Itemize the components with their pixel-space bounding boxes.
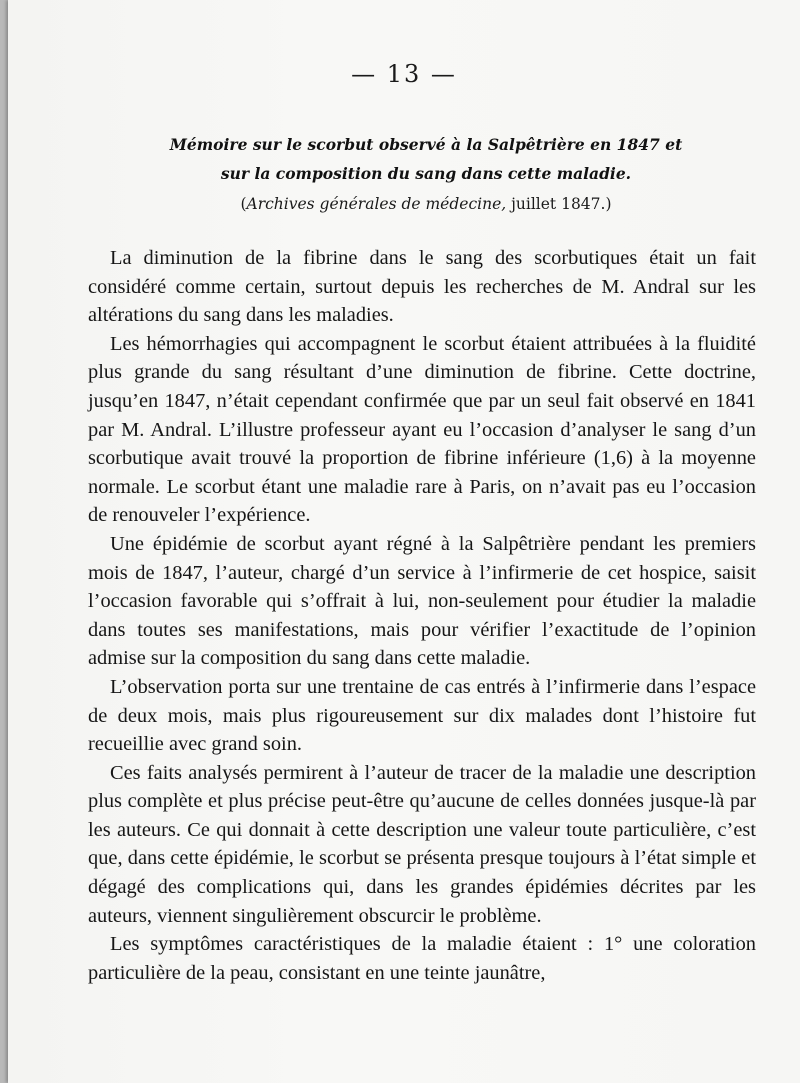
source-journal: Archives générales de médecine,	[246, 195, 507, 213]
paragraph-2: Les hémorrhagies qui accompagnent le scorbut étaient attribuées à la fluidité plus grande du sang résultant d’une diminution de fibrine. Cette doctrine, jusqu’en 1847, n’était cependant confirmée que par un seul fait observé en 1841 par M. Andral. L’illustre professeur ayant eu l’occasion d’analyser le sang d’un scorbutique avait trouvé la proportion de fibrine inférieure (1,6) à la moyenne normale. Le scorbut étant une maladie rare à Paris, on n’avait pas eu l’occasion de renouveler l’expérience.	[88, 332, 756, 527]
article-title	[90, 130, 762, 188]
title-line-1: Mémoire sur le scorbut observé à la Salpêtrière en 1847 et	[169, 135, 683, 154]
paragraph-4: L’observation porta sur une trentaine de cas entrés à l’infirmerie dans l’espace de deux mois, mais plus rigoureusement sur dix malades dont l’histoire fut recueillie avec grand soin.	[88, 675, 756, 756]
document-page	[8, 0, 800, 1083]
paragraph-6: Les symptômes caractéristiques de la maladie étaient : 1° une coloration particulière de la peau, consistant en une teinte jaunâtre,	[88, 933, 756, 984]
paragraph-1: La diminution de la fibrine dans le sang des scorbutiques était un fait considéré comme certain, surtout depuis les recherches de M. Andral sur les altérations du sang dans les maladies.	[88, 247, 756, 327]
body-text	[88, 244, 756, 987]
page-number: — 13 —	[351, 60, 457, 88]
paragraph-3: Une épidémie de scorbut ayant régné à la Salpêtrière pendant les premiers mois de 1847, l’auteur, chargé d’un service à l’infirmerie de cet hospice, saisit l’occasion favorable qui s’offrait à lui, non-seulement pour étudier la maladie dans toutes ses manifestations, mais pour vérifier l’exactitude de l’opinion admise sur la composition du sang dans cette maladie.	[88, 532, 756, 670]
source-date: juillet 1847.	[506, 195, 606, 213]
source-citation: (Archives générales de médecine, juillet 1847.)	[240, 195, 612, 213]
paragraph-5: Ces faits analysés permirent à l’auteur de tracer de la maladie une description plus complète et plus précise peut-être qu’aucune de celles données jusque-là par les auteurs. Ce qui donnait à cette description une valeur toute particulière, c’est que, dans cette épidémie, le scorbut se présenta presque toujours à l’état simple et dégagé des complications qui, dans les grandes épidémies décrites par les auteurs, viennent singulièrement obscurcir le problème.	[88, 761, 756, 927]
title-line-2: sur la composition du sang dans cette maladie.	[220, 164, 632, 183]
